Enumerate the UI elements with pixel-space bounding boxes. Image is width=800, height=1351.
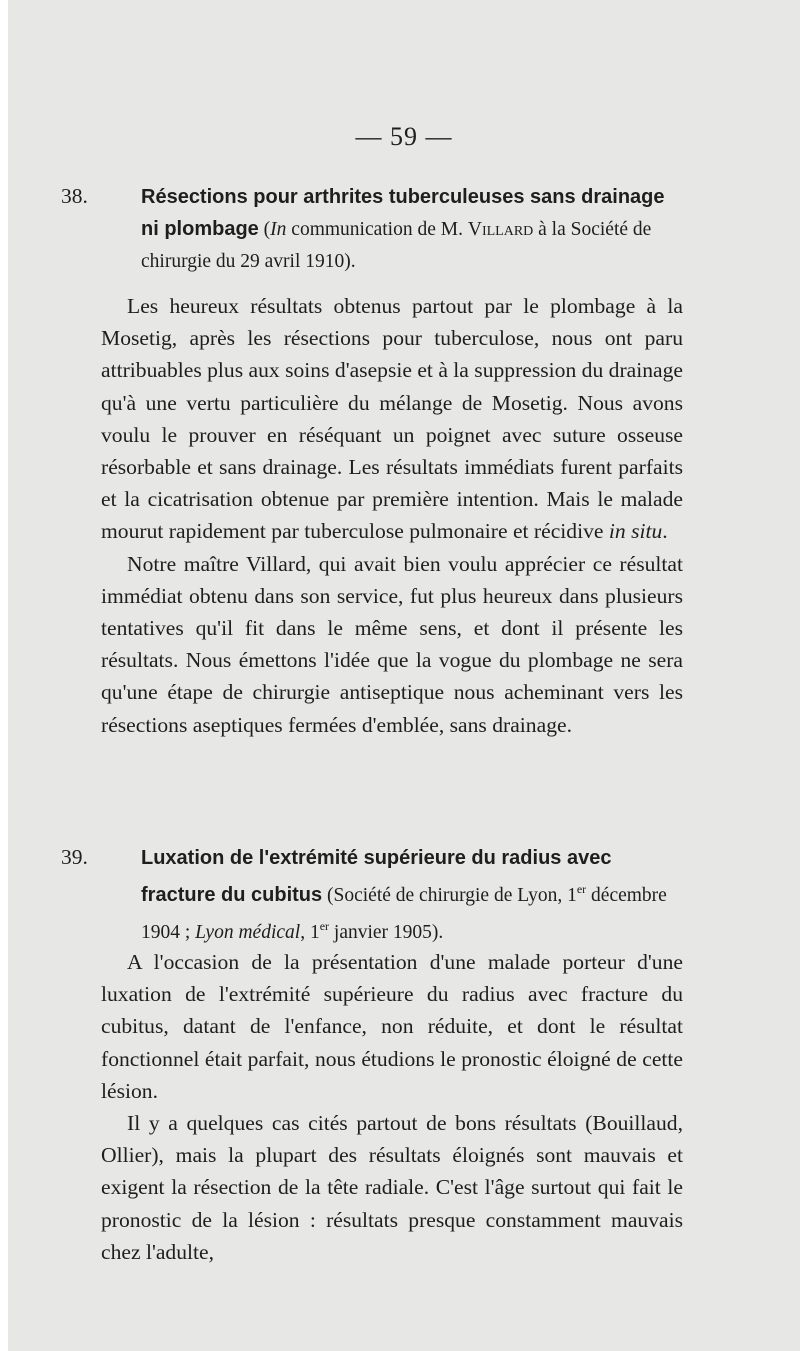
entry-38-paragraph-1 (101, 290, 683, 548)
entry-39-reference-post: janvier 1905). (329, 922, 444, 944)
entry-39-reference-pre: (Société de chirurgie de Lyon, 1 (322, 885, 577, 907)
entry-38-paragraph-2: Notre maître Villard, qui avait bien voulu apprécier ce résultat immédiat obtenu dans son service, fut plus heureux dans plusieurs tentatives qu'il fit dans le même sens, et dont il présente les résultats. Nous émettons l'idée que la vogue du plombage ne sera qu'une étape de chirurgie antiseptique nous acheminant vers les résections aseptiques fermées d'emblée, sans drainage. (101, 551, 683, 737)
entry-38-reference-mid: communication de M. (286, 219, 468, 240)
entry-39-title-block (61, 842, 681, 948)
entry-39-reference-mid2: , 1 (300, 922, 320, 944)
book-page (8, 0, 800, 1351)
entry-39-paragraph-1: A l'occasion de la présentation d'une malade porteur d'une luxation de l'extrémité supérieure du radius avec fracture du cubitus, datant de l'enfance, non réduite, et dont le résultat fonctionnel était parfait, nous étudions le pronostic éloigné de cette lésion. (101, 950, 683, 1103)
entry-38-reference-pre: ( (258, 219, 271, 240)
entry-39-reference-sup1: er (576, 882, 587, 896)
entry-39-reference-sup2: er (319, 919, 330, 934)
page-number: — 59 — (355, 122, 453, 151)
entry-38-paragraph-1-text: Les heureux résultats obtenus partout par le plombage à la Mosetig, après les résections pour tuberculose, nous ont paru attribuables plus aux soins d'asepsie et à la suppression du drainage qu'à une vertu particulière du mélange de Mosetig. Nous avons voulu le prouver en réséquant un poignet avec suture osseuse résorbable et sans drainage. Les résultats immédiats furent parfaits et la cicatrisation obtenue par première intention. Mais le malade mourut rapidement par tuberculose pulmonaire et récidive (101, 294, 683, 544)
entry-38-heading (61, 181, 681, 277)
entry-39-title: Luxation de l'extrémité supérieure du radius avec fracture du cubitus (141, 847, 612, 907)
entry-39-paragraph-2: Il y a quelques cas cités partout de bons résultats (Bouillaud, Ollier), mais la plupart des résultats éloignés sont mauvais et exigent la résection de la tête radiale. C'est l'âge surtout qui fait le pronostic de la lésion : résultats presque constamment mauvais chez l'adulte, (101, 1111, 683, 1264)
entry-38-reference-italic: In (270, 219, 287, 240)
entry-38-body (101, 290, 683, 741)
entry-39-body (101, 946, 683, 1268)
entry-39-number: 39. (61, 845, 88, 869)
entry-38-reference-name: Villard (467, 219, 534, 240)
entry-39-heading (61, 842, 681, 948)
entry-38-paragraph-1-tail: . (662, 519, 668, 544)
entry-39-reference-italic: Lyon médical (195, 922, 301, 944)
entry-38-paragraph-1-italic: in situ (608, 519, 663, 544)
entry-39-reference-mid: décembre 1904 ; (141, 885, 667, 944)
entry-38-title-block (61, 181, 681, 277)
entry-38-title: Résections pour arthrites tuberculeuses sans drainage ni plombage (141, 186, 665, 240)
entry-38-reference-post: à la Société de chirurgie du 29 avril 1910). (141, 219, 652, 272)
entry-38-number: 38. (61, 184, 88, 208)
